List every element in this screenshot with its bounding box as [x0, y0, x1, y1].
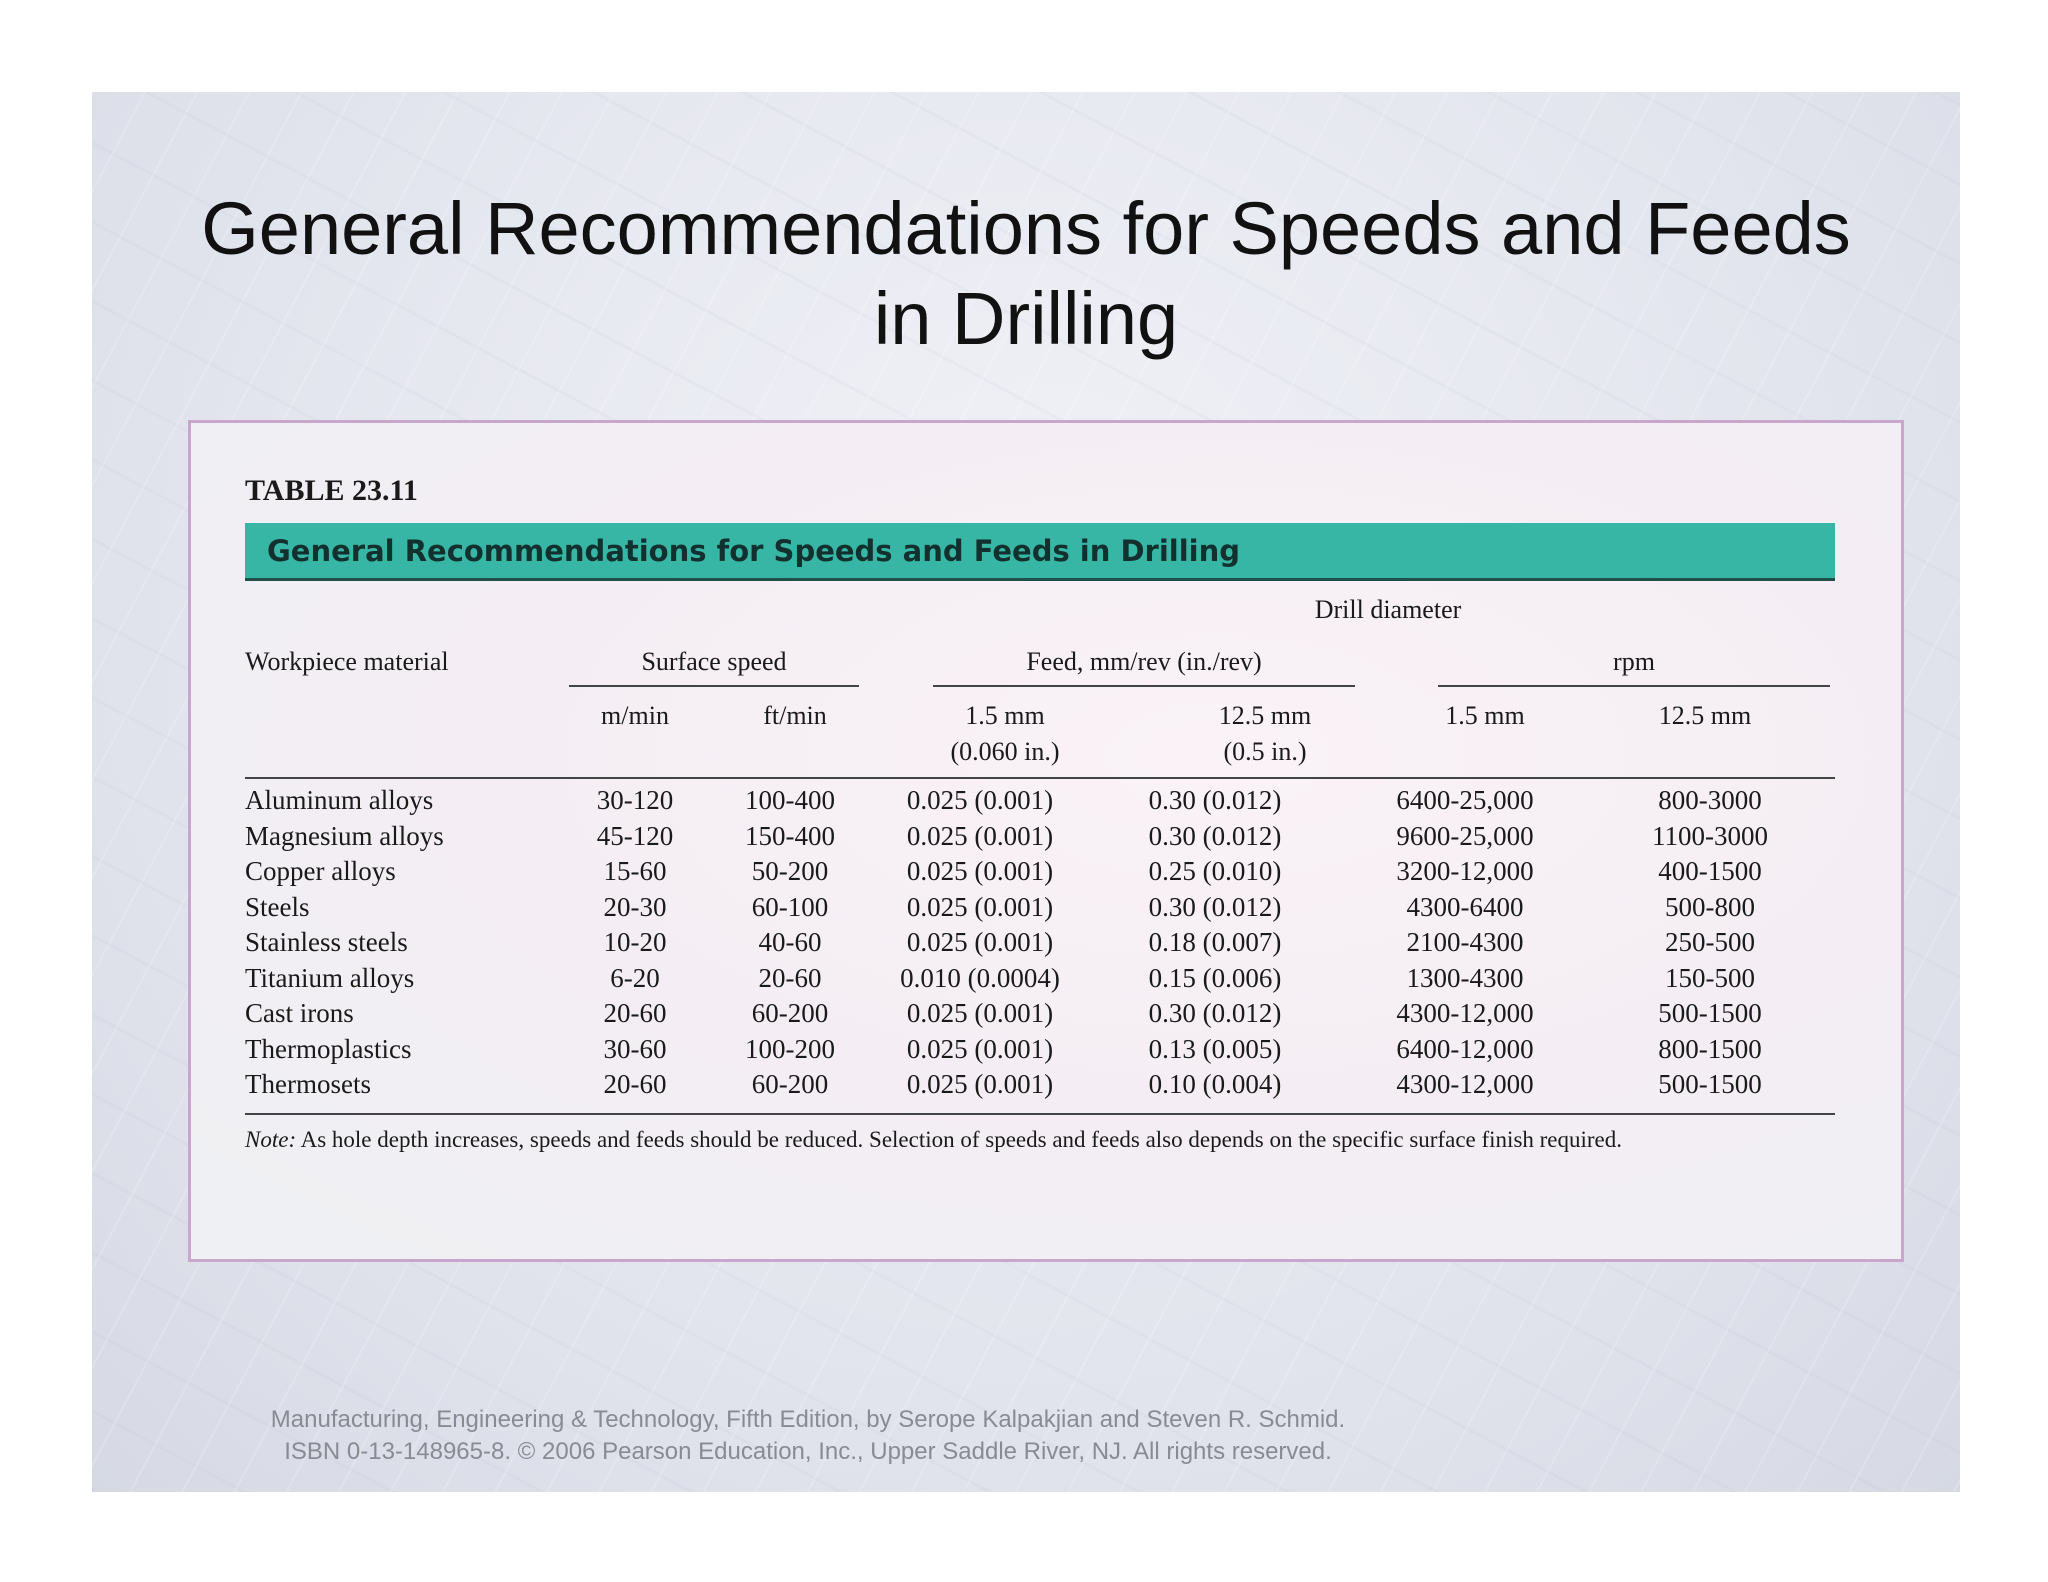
- footer-line-1: Manufacturing, Engineering & Technology, Fifth Edition, by Serope Kalpakjian and Steven R. Schmid.: [270, 1406, 1346, 1433]
- header-rpm: rpm: [1613, 647, 1655, 676]
- cell-surface-speed-m-min: 20-60: [603, 1069, 667, 1099]
- cell-surface-speed-m-min: 10-20: [603, 927, 667, 957]
- header-rpm-1-5mm: 1.5 mm: [1445, 701, 1525, 730]
- cell-rpm-12-5mm: 800-3000: [1658, 785, 1762, 815]
- cell-feed-12-5mm: 0.10 (0.004): [1148, 1069, 1282, 1099]
- cell-feed-1-5mm: 0.025 (0.001): [906, 891, 1054, 922]
- cell-surface-speed-ft-min: 60-200: [751, 998, 829, 1028]
- cell-surface-speed-ft-min: 40-60: [758, 927, 822, 957]
- cell-surface-speed-ft-min: 100-400: [745, 785, 835, 815]
- cell-material: Thermosets: [245, 1069, 371, 1099]
- cell-surface-speed-ft-min: 100-200: [745, 1033, 835, 1064]
- header-ft-min: ft/min: [763, 701, 827, 730]
- table-caption: General Recommendations for Speeds and Feeds in Drilling: [267, 533, 1241, 568]
- cell-surface-speed-ft-min: 60-100: [751, 891, 829, 922]
- header-feed-1-5mm: 1.5 mm: [965, 701, 1045, 730]
- note-text: As hole depth increases, speeds and feeds should be reduced. Selection of speeds and feeds also depends on the specific surface finish required.: [300, 1126, 1623, 1152]
- cell-feed-12-5mm: 0.13 (0.005): [1148, 1033, 1282, 1064]
- header-drill-diameter: Drill diameter: [1314, 595, 1462, 624]
- cell-material: Stainless steels: [245, 927, 408, 957]
- cell-rpm-1-5mm: 4300-12,000: [1396, 1069, 1534, 1099]
- table-row: [245, 1067, 1835, 1103]
- cell-surface-speed-ft-min: 50-200: [751, 856, 829, 886]
- cell-rpm-1-5mm: 4300-12,000: [1396, 998, 1534, 1028]
- cell-material: Titanium alloys: [245, 962, 415, 993]
- header-feed: Feed, mm/rev (in./rev): [1026, 647, 1262, 676]
- cell-surface-speed-m-min: 30-120: [596, 785, 674, 815]
- header-rpm-12-5mm: 12.5 mm: [1658, 701, 1752, 730]
- cell-surface-speed-m-min: 20-30: [603, 891, 667, 922]
- footer-line-2: ISBN 0-13-148965-8. © 2006 Pearson Education, Inc., Upper Saddle River, NJ. All rights reserved.: [284, 1438, 1332, 1465]
- cell-feed-12-5mm: 0.30 (0.012): [1148, 998, 1282, 1028]
- cell-feed-12-5mm: 0.30 (0.012): [1148, 785, 1282, 815]
- table-row: [245, 996, 1835, 1032]
- cell-material: Magnesium alloys: [245, 820, 444, 851]
- cell-feed-12-5mm: 0.18 (0.007): [1148, 927, 1282, 957]
- cell-rpm-12-5mm: 800-1500: [1658, 1033, 1762, 1064]
- table-number: TABLE 23.11: [245, 474, 418, 507]
- cell-feed-12-5mm: 0.30 (0.012): [1148, 891, 1282, 922]
- cell-surface-speed-ft-min: 20-60: [758, 962, 822, 993]
- cell-surface-speed-m-min: 30-60: [603, 1033, 667, 1064]
- cell-rpm-12-5mm: 500-800: [1665, 891, 1755, 922]
- cell-feed-1-5mm: 0.025 (0.001): [906, 927, 1054, 957]
- table-content: [245, 473, 1835, 1156]
- header-surface-speed: Surface speed: [641, 647, 787, 676]
- header-feed-12-5mm-inch: (0.5 in.): [1223, 737, 1307, 766]
- table-row: [245, 961, 1835, 997]
- cell-surface-speed-ft-min: 60-200: [751, 1069, 829, 1099]
- cell-rpm-12-5mm: 250-500: [1665, 927, 1755, 957]
- cell-rpm-1-5mm: 1300-4300: [1406, 962, 1524, 993]
- cell-rpm-1-5mm: 6400-12,000: [1396, 1033, 1534, 1064]
- cell-surface-speed-m-min: 20-60: [603, 998, 667, 1028]
- copyright-footer: [92, 1404, 1524, 1468]
- table-row: [245, 1032, 1835, 1068]
- cell-rpm-1-5mm: 6400-25,000: [1396, 785, 1534, 815]
- table-note: [245, 1113, 1835, 1156]
- cell-rpm-12-5mm: 400-1500: [1658, 856, 1762, 886]
- cell-rpm-12-5mm: 500-1500: [1658, 1069, 1762, 1099]
- cell-rpm-1-5mm: 9600-25,000: [1396, 820, 1534, 851]
- cell-feed-1-5mm: 0.025 (0.001): [906, 856, 1054, 886]
- table-row: [245, 854, 1835, 890]
- slide: [92, 92, 1960, 1492]
- cell-rpm-12-5mm: 150-500: [1665, 962, 1755, 993]
- table-header: [245, 581, 1835, 779]
- slide-title-line-2: in Drilling: [873, 277, 1179, 360]
- cell-feed-1-5mm: 0.010 (0.0004): [900, 962, 1060, 993]
- header-feed-12-5mm: 12.5 mm: [1218, 701, 1312, 730]
- cell-feed-1-5mm: 0.025 (0.001): [906, 998, 1054, 1028]
- table-row: [245, 819, 1835, 855]
- table-figure: [188, 420, 1904, 1262]
- cell-feed-12-5mm: 0.15 (0.006): [1148, 962, 1282, 993]
- cell-feed-1-5mm: 0.025 (0.001): [906, 820, 1054, 851]
- cell-rpm-1-5mm: 2100-4300: [1406, 927, 1524, 957]
- cell-rpm-1-5mm: 3200-12,000: [1396, 856, 1534, 886]
- table-row: [245, 783, 1835, 819]
- header-feed-1-5mm-inch: (0.060 in.): [950, 737, 1060, 766]
- cell-rpm-1-5mm: 4300-6400: [1406, 891, 1524, 922]
- table-row: [245, 925, 1835, 961]
- cell-feed-12-5mm: 0.30 (0.012): [1148, 820, 1282, 851]
- cell-material: Aluminum alloys: [245, 785, 434, 815]
- slide-title-line-1: General Recommendations for Speeds and Feeds: [201, 187, 1851, 270]
- rule-rpm: [1438, 685, 1830, 687]
- cell-surface-speed-m-min: 6-20: [610, 962, 660, 993]
- table-caption-bar: [245, 523, 1835, 581]
- cell-material: Steels: [245, 891, 310, 922]
- cell-surface-speed-m-min: 15-60: [603, 856, 667, 886]
- cell-material: Cast irons: [245, 998, 354, 1028]
- cell-feed-12-5mm: 0.25 (0.010): [1148, 856, 1282, 886]
- cell-surface-speed-m-min: 45-120: [596, 820, 674, 851]
- cell-rpm-12-5mm: 500-1500: [1658, 998, 1762, 1028]
- header-m-min: m/min: [601, 701, 669, 730]
- cell-material: Thermoplastics: [245, 1033, 412, 1064]
- cell-rpm-12-5mm: 1100-3000: [1652, 820, 1768, 851]
- cell-material: Copper alloys: [245, 856, 396, 886]
- header-workpiece-material: Workpiece material: [245, 647, 449, 676]
- rule-feed: [933, 685, 1355, 687]
- rule-surface-speed: [569, 685, 859, 687]
- cell-feed-1-5mm: 0.025 (0.001): [906, 1033, 1054, 1064]
- cell-surface-speed-ft-min: 150-400: [745, 820, 835, 851]
- data-table: [245, 783, 1835, 1103]
- cell-feed-1-5mm: 0.025 (0.001): [906, 785, 1054, 815]
- cell-feed-1-5mm: 0.025 (0.001): [906, 1069, 1054, 1099]
- slide-title: [92, 184, 1960, 364]
- table-row: [245, 890, 1835, 926]
- note-label: Note:: [245, 1126, 297, 1152]
